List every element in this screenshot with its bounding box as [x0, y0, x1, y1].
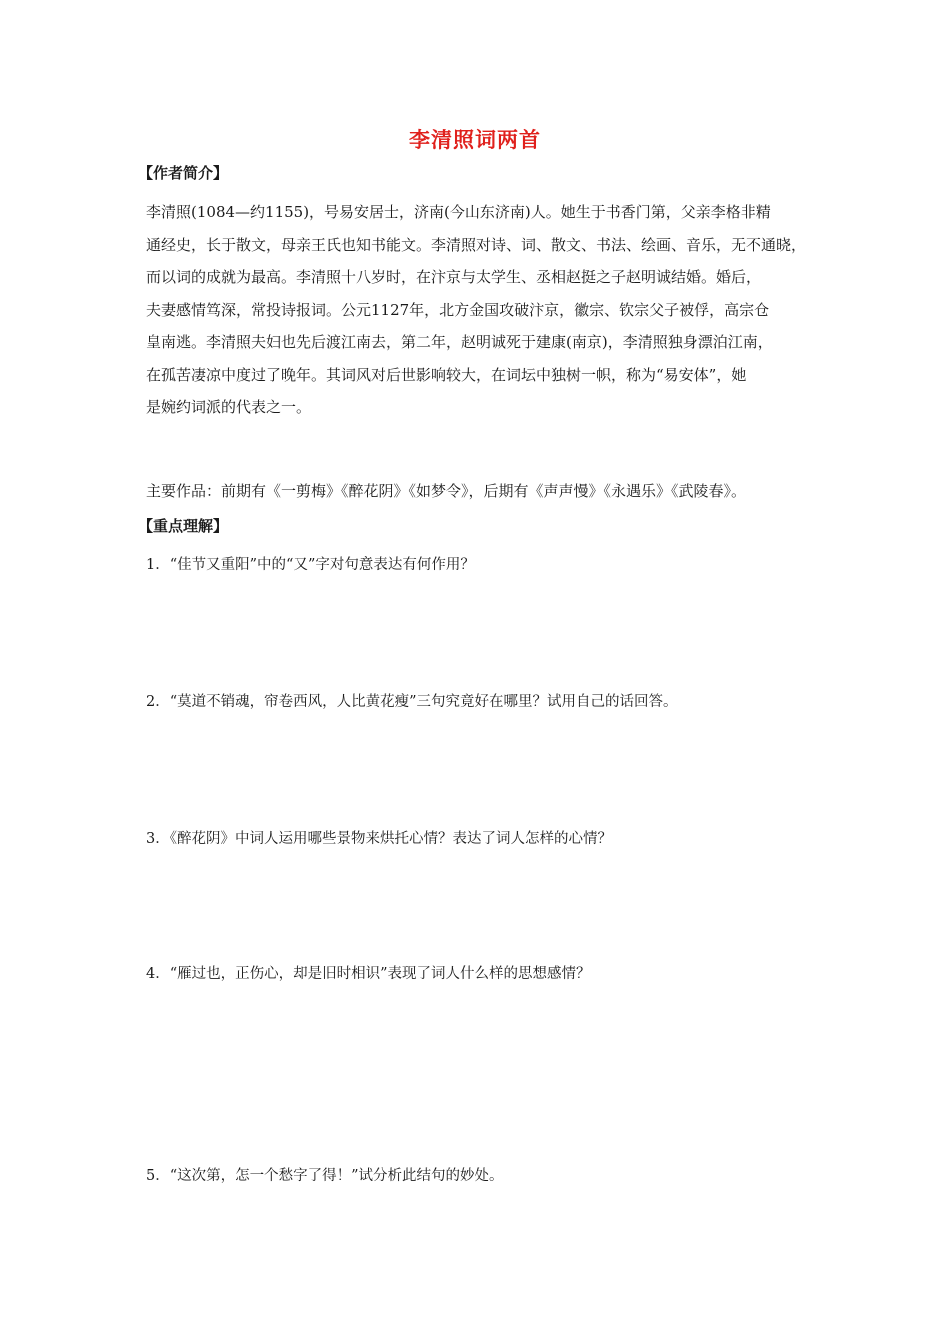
bio-line: 通经史，长于散文，母亲王氏也知书能文。李清照对诗、词、散文、书法、绘画、音乐，无不通晓，	[146, 235, 807, 254]
question-5: 5．“这次第，怎一个愁字了得！”试分析此结句的妙处。	[146, 1168, 504, 1184]
question-4: 4．“雁过也，正伤心，却是旧时相识”表现了词人什么样的思想感情？	[146, 966, 591, 982]
question-3: 3．《醉花阴》中词人运用哪些景物来烘托心情？表达了词人怎样的心情？	[146, 831, 612, 847]
bio-line: 是婉约词派的代表之一。	[146, 398, 312, 416]
question-1: 1．“佳节又重阳”中的“又”字对句意表达有何作用？	[146, 557, 475, 573]
main-works: 主要作品：前期有《一剪梅》《醉花阴》《如梦令》，后期有《声声慢》《永遇乐》《武陵春》。	[146, 482, 747, 500]
bio-line: 而以词的成就为最高。李清照十八岁时，在汴京与太学生、丞相赵挺之子赵明诚结婚。婚后，	[146, 268, 762, 286]
author-bio	[146, 196, 816, 424]
bio-line: 皇南逃。李清照夫妇也先后渡江南去，第二年，赵明诚死于建康(南京)，李清照独身漂泊江南，	[146, 333, 773, 351]
bio-line: 夫妻感情笃深，常投诗报词。公元1127年，北方金国攻破汴京，徽宗、钦宗父子被俘，高宗仓	[146, 300, 770, 319]
author-intro-heading: 【作者简介】	[138, 164, 229, 182]
document-title: 李清照词两首	[409, 128, 541, 152]
bio-line: 在孤苦凄凉中度过了晚年。其词风对后世影响较大，在词坛中独树一帜，称为“易安体”，她	[146, 365, 747, 384]
key-points-heading: 【重点理解】	[138, 517, 229, 535]
bio-line: 李清照(1084—约1155)，号易安居士，济南(今山东济南)人。她生于书香门第，父亲李格非精	[146, 203, 771, 221]
question-2: 2．“莫道不销魂，帘卷西风，人比黄花瘦”三句究竟好在哪里？试用自己的话回答。	[146, 694, 678, 710]
